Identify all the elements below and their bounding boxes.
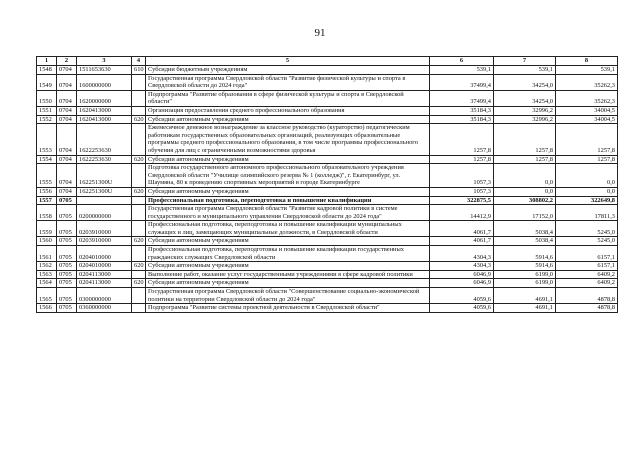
item-name-cell: Субсидии автономным учреждениям [146, 115, 430, 124]
row-number-cell: 1554 [37, 155, 57, 164]
table-row [37, 187, 618, 196]
amount-2022-cell: 32996,2 [494, 115, 556, 124]
table-row [37, 90, 618, 106]
section-code-cell: 0705 [57, 262, 77, 271]
amount-2022-cell: 5038,4 [494, 221, 556, 237]
expense-type-cell: 620 [132, 262, 146, 271]
target-article-cell: 0204010000 [77, 246, 132, 262]
table-row [37, 164, 618, 188]
amount-2021-cell: 1057,3 [430, 187, 494, 196]
row-number-cell: 1561 [37, 246, 57, 262]
amount-2021-cell: 1257,8 [430, 124, 494, 155]
section-code-cell: 0704 [57, 115, 77, 124]
expense-type-cell [132, 304, 146, 313]
table-row [37, 270, 618, 279]
item-name-cell: Подпрограмма "Развитие системы проектной деятельности в Свердловской области" [146, 304, 430, 313]
amount-2021-cell: 4059,6 [430, 288, 494, 304]
table-row [37, 237, 618, 246]
expense-type-cell [132, 205, 146, 221]
amount-2021-cell: 4304,3 [430, 262, 494, 271]
table-row [37, 279, 618, 288]
amount-2022-cell: 1257,8 [494, 124, 556, 155]
expense-type-cell [132, 74, 146, 90]
expense-type-cell [132, 288, 146, 304]
section-code-cell: 0704 [57, 74, 77, 90]
table-row [37, 246, 618, 262]
expense-type-cell [132, 270, 146, 279]
row-number-cell: 1550 [37, 90, 57, 106]
amount-2022-cell: 539,1 [494, 66, 556, 75]
amount-2022-cell: 34254,0 [494, 74, 556, 90]
column-header: 7 [494, 57, 556, 66]
row-number-cell: 1549 [37, 74, 57, 90]
amount-2021-cell: 1057,3 [430, 164, 494, 188]
row-number-cell: 1548 [37, 66, 57, 75]
amount-2022-cell: 6199,0 [494, 270, 556, 279]
target-article-cell: 0360000000 [77, 304, 132, 313]
target-article-cell: 0204010000 [77, 262, 132, 271]
target-article-cell: 162251300U [77, 187, 132, 196]
item-name-cell: Государственная программа Свердловской области "Развитие физической культуры и спорта в Свердловской области до 2024 года" [146, 74, 430, 90]
amount-2023-cell: 35262,3 [556, 90, 618, 106]
section-code-cell: 0704 [57, 164, 77, 188]
expense-type-cell [132, 196, 146, 205]
amount-2021-cell: 6046,9 [430, 270, 494, 279]
amount-2022-cell: 4691,1 [494, 288, 556, 304]
budget-table [36, 56, 618, 313]
section-code-cell: 0704 [57, 187, 77, 196]
target-article-cell: 0300000000 [77, 288, 132, 304]
amount-2023-cell: 1257,8 [556, 124, 618, 155]
item-name-cell: Государственная программа Свердловской области "Совершенствование социально-экономической политики на территории Свердловской области до 2024 года" [146, 288, 430, 304]
amount-2022-cell: 0,0 [494, 164, 556, 188]
amount-2023-cell: 34004,5 [556, 106, 618, 115]
table-row [37, 205, 618, 221]
item-name-cell: Организация предоставления среднего профессионального образования [146, 106, 430, 115]
amount-2023-cell: 34004,5 [556, 115, 618, 124]
item-name-cell: Субсидии автономным учреждениям [146, 237, 430, 246]
target-article-cell: 1620413000 [77, 106, 132, 115]
table-row [37, 115, 618, 124]
section-code-cell: 0704 [57, 106, 77, 115]
section-code-cell: 0704 [57, 155, 77, 164]
target-article-cell: 0200000000 [77, 205, 132, 221]
section-code-cell: 0705 [57, 270, 77, 279]
expense-type-cell [132, 221, 146, 237]
target-article-cell: 162251300U [77, 164, 132, 188]
row-number-cell: 1555 [37, 164, 57, 188]
item-name-cell: Субсидии автономным учреждениям [146, 262, 430, 271]
column-header: 8 [556, 57, 618, 66]
column-header: 2 [57, 57, 77, 66]
amount-2023-cell: 0,0 [556, 164, 618, 188]
amount-2023-cell: 4878,8 [556, 304, 618, 313]
target-article-cell: 1622253630 [77, 124, 132, 155]
section-code-cell: 0705 [57, 246, 77, 262]
table-row [37, 124, 618, 155]
amount-2022-cell: 17152,0 [494, 205, 556, 221]
amount-2021-cell: 35184,3 [430, 106, 494, 115]
table-row [37, 66, 618, 75]
amount-2023-cell: 539,1 [556, 66, 618, 75]
amount-2022-cell: 5038,4 [494, 237, 556, 246]
expense-type-cell: 610 [132, 66, 146, 75]
amount-2021-cell: 14412,9 [430, 205, 494, 221]
amount-2021-cell: 37499,4 [430, 74, 494, 90]
section-code-cell: 0705 [57, 279, 77, 288]
amount-2021-cell: 4061,7 [430, 221, 494, 237]
amount-2022-cell: 32996,2 [494, 106, 556, 115]
amount-2023-cell: 35262,3 [556, 74, 618, 90]
amount-2021-cell: 6046,9 [430, 279, 494, 288]
target-article-cell [77, 196, 132, 205]
table-row [37, 262, 618, 271]
amount-2021-cell: 35184,3 [430, 115, 494, 124]
section-code-cell: 0704 [57, 124, 77, 155]
table-body [37, 66, 618, 313]
table-row [37, 221, 618, 237]
expense-type-cell [132, 164, 146, 188]
table-row [37, 304, 618, 313]
table-row [37, 196, 618, 205]
section-code-cell: 0704 [57, 66, 77, 75]
row-number-cell: 1559 [37, 221, 57, 237]
section-code-cell: 0704 [57, 90, 77, 106]
amount-2021-cell: 4059,6 [430, 304, 494, 313]
column-header: 6 [430, 57, 494, 66]
section-code-cell: 0705 [57, 221, 77, 237]
amount-2023-cell: 4878,8 [556, 288, 618, 304]
amount-2023-cell: 5245,0 [556, 237, 618, 246]
target-article-cell: 1622253630 [77, 155, 132, 164]
page-number: 91 [314, 27, 326, 39]
column-header: 5 [146, 57, 430, 66]
amount-2022-cell: 308802,2 [494, 196, 556, 205]
row-number-cell: 1557 [37, 196, 57, 205]
item-name-cell: Государственная программа Свердловской области "Развитие кадровой политики в системе государственного и муниципального управления Свердловской области до 2024 года" [146, 205, 430, 221]
section-code-cell: 0705 [57, 304, 77, 313]
amount-2022-cell: 6199,0 [494, 279, 556, 288]
amount-2023-cell: 322649,8 [556, 196, 618, 205]
amount-2022-cell: 5914,6 [494, 262, 556, 271]
section-code-cell: 0705 [57, 205, 77, 221]
row-number-cell: 1552 [37, 115, 57, 124]
item-name-cell: Субсидии автономным учреждениям [146, 155, 430, 164]
table-row [37, 74, 618, 90]
target-article-cell: 1620000000 [77, 90, 132, 106]
amount-2022-cell: 0,0 [494, 187, 556, 196]
target-article-cell: 1600000000 [77, 74, 132, 90]
section-code-cell: 0705 [57, 288, 77, 304]
item-name-cell: Субсидии автономным учреждениям [146, 279, 430, 288]
amount-2021-cell: 1257,8 [430, 155, 494, 164]
table-row [37, 288, 618, 304]
expense-type-cell: 620 [132, 155, 146, 164]
target-article-cell: 0203910000 [77, 237, 132, 246]
expense-type-cell: 620 [132, 187, 146, 196]
target-article-cell: 0204113000 [77, 270, 132, 279]
item-name-cell: Субсидии бюджетным учреждениям [146, 66, 430, 75]
expense-type-cell: 620 [132, 237, 146, 246]
row-number-cell: 1560 [37, 237, 57, 246]
row-number-cell: 1551 [37, 106, 57, 115]
expense-type-cell [132, 246, 146, 262]
expense-type-cell [132, 124, 146, 155]
row-number-cell: 1553 [37, 124, 57, 155]
amount-2023-cell: 17811,3 [556, 205, 618, 221]
amount-2021-cell: 37499,4 [430, 90, 494, 106]
item-name-cell: Профессиональная подготовка, переподготовка и повышение квалификации [146, 196, 430, 205]
section-code-cell: 0705 [57, 237, 77, 246]
amount-2023-cell: 1257,8 [556, 155, 618, 164]
column-header: 1 [37, 57, 57, 66]
expense-type-cell: 620 [132, 279, 146, 288]
amount-2023-cell: 6157,1 [556, 262, 618, 271]
expense-type-cell: 620 [132, 115, 146, 124]
item-name-cell: Подпрограмма "Развитие образования в сфере физической культуры и спорта в Свердловской области" [146, 90, 430, 106]
column-header: 4 [132, 57, 146, 66]
item-name-cell: Подготовка государственного автономного профессионального образовательного учреждения Свердловской области "Училище олимпийского резерва № 1 (колледж)", г. Екатеринбург, ул. Шаумяна, 80 к проведению спортивных мероприятий в городе Екатеринбурге [146, 164, 430, 188]
item-name-cell: Профессиональная подготовка, переподготовка и повышение квалификации муниципальных служащих и лиц, замещающих муниципальные должности, в Свердловской области [146, 221, 430, 237]
item-name-cell: Ежемесячное денежное вознаграждение за классное руководство (кураторство) педагогическим работникам государственных образовательных организаций, реализующих образовательные программы среднего профессионального образования, в том числе программы профессионального обучения для лиц с ограниченными возможностями здоровья [146, 124, 430, 155]
amount-2021-cell: 4061,7 [430, 237, 494, 246]
item-name-cell: Выполнение работ, оказание услуг государственными учреждениями в сфере кадровой политики [146, 270, 430, 279]
amount-2021-cell: 322875,5 [430, 196, 494, 205]
row-number-cell: 1563 [37, 270, 57, 279]
row-number-cell: 1558 [37, 205, 57, 221]
section-code-cell: 0705 [57, 196, 77, 205]
amount-2023-cell: 0,0 [556, 187, 618, 196]
row-number-cell: 1566 [37, 304, 57, 313]
table-header-row [37, 57, 618, 66]
amount-2022-cell: 5914,6 [494, 246, 556, 262]
row-number-cell: 1564 [37, 279, 57, 288]
item-name-cell: Субсидии автономным учреждениям [146, 187, 430, 196]
amount-2023-cell: 5245,0 [556, 221, 618, 237]
row-number-cell: 1565 [37, 288, 57, 304]
amount-2021-cell: 4304,3 [430, 246, 494, 262]
row-number-cell: 1556 [37, 187, 57, 196]
amount-2021-cell: 539,1 [430, 66, 494, 75]
amount-2022-cell: 1257,8 [494, 155, 556, 164]
amount-2022-cell: 34254,0 [494, 90, 556, 106]
row-number-cell: 1562 [37, 262, 57, 271]
expense-type-cell [132, 106, 146, 115]
target-article-cell: 0204113000 [77, 279, 132, 288]
expense-type-cell [132, 90, 146, 106]
amount-2023-cell: 6409,2 [556, 270, 618, 279]
table-row [37, 155, 618, 164]
amount-2023-cell: 6157,1 [556, 246, 618, 262]
column-header: 3 [77, 57, 132, 66]
table-row [37, 106, 618, 115]
target-article-cell: 1620413000 [77, 115, 132, 124]
amount-2023-cell: 6409,2 [556, 279, 618, 288]
item-name-cell: Профессиональная подготовка, переподготовка и повышение квалификации государственных гражданских служащих Свердловской области [146, 246, 430, 262]
target-article-cell: 0203910000 [77, 221, 132, 237]
amount-2022-cell: 4691,1 [494, 304, 556, 313]
target-article-cell: 1511653630 [77, 66, 132, 75]
